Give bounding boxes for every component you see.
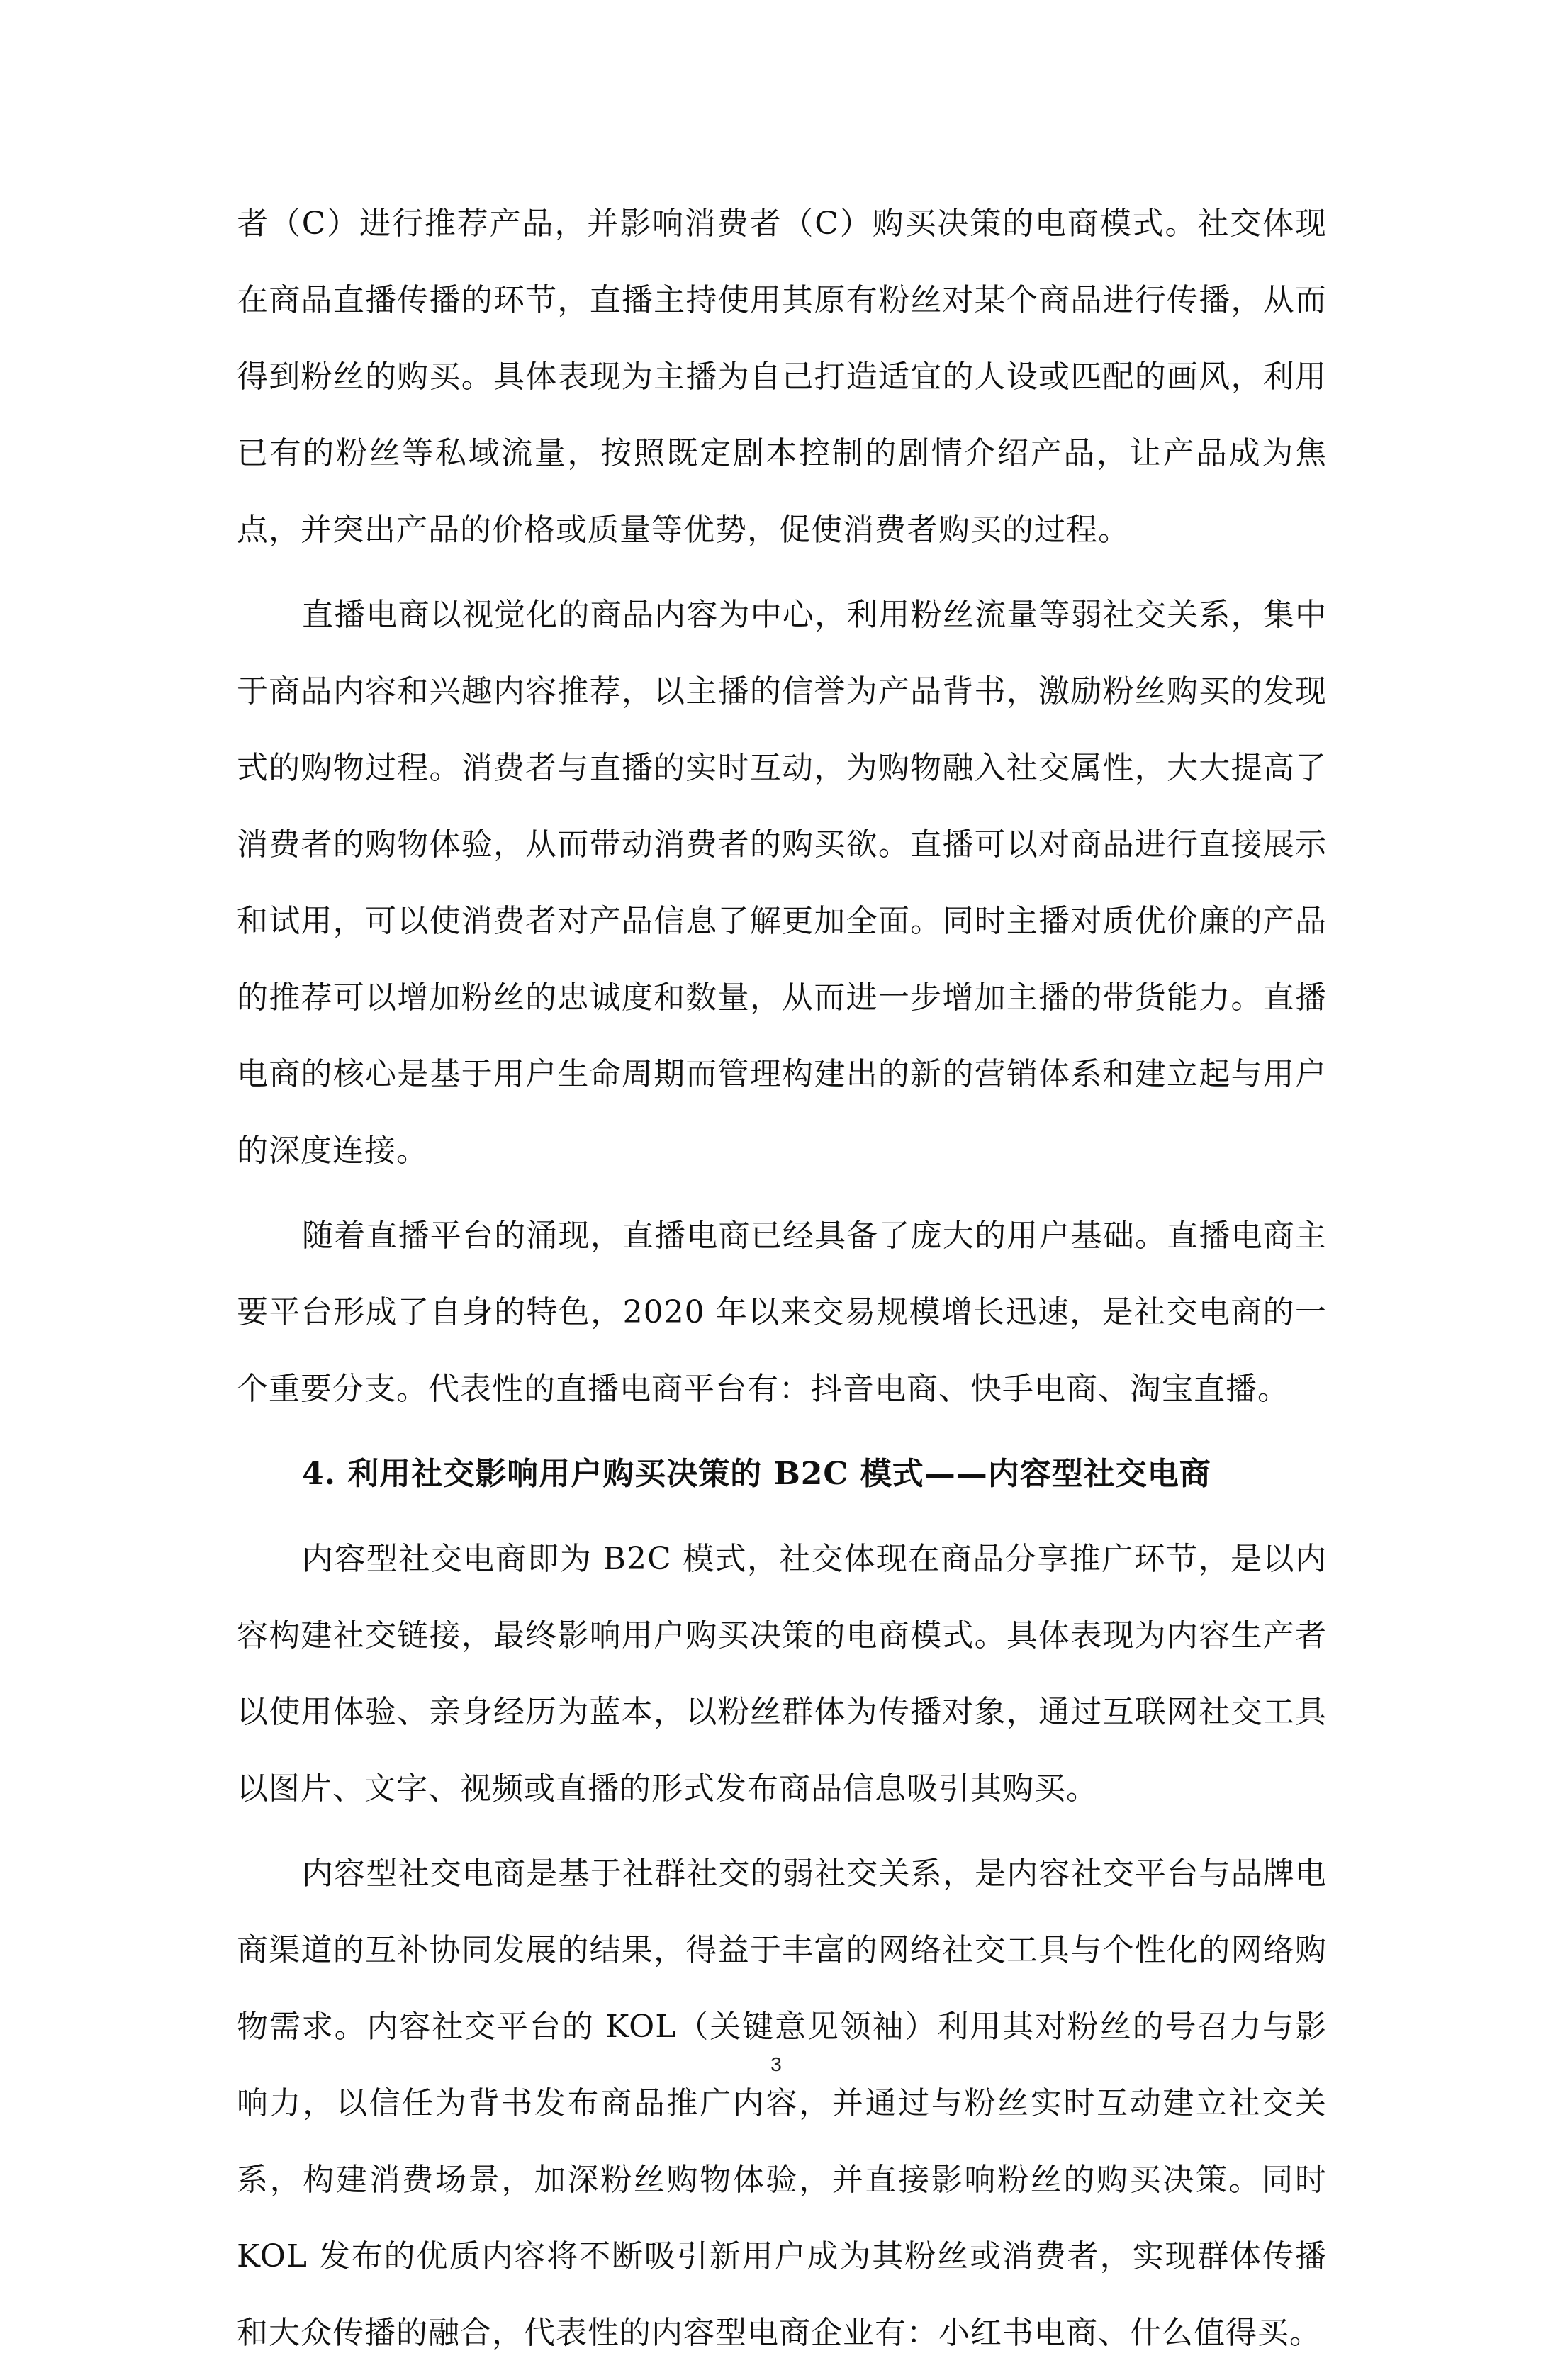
paragraph-live-commerce-intro: 者（C）进行推荐产品，并影响消费者（C）购买决策的电商模式。社交体现在商品直播传播的环节，直播主持使用其原有粉丝对某个商品进行传播，从而得到粉丝的购买。具体表现为主播为自己打造适宜的人设或匹配的画风，利用已有的粉丝等私域流量，按照既定剧本控制的剧情介绍产品，让产品成为焦点，并突出产品的价格或质量等优势，促使消费者购买的过程。 (237, 206, 1327, 548)
paragraph-live-commerce-platforms: 随着直播平台的涌现，直播电商已经具备了庞大的用户基础。直播电商主要平台形成了自身的特色，2020 年以来交易规模增长迅速，是社交电商的一个重要分支。代表性的直播电商平台有：抖音电商、快手电商、淘宝直播。 (237, 1218, 1327, 1407)
section-heading: 4. 利用社交影响用户购买决策的 B2C 模式——内容型社交电商 (302, 1456, 1211, 1492)
page-number: 3 (770, 2053, 782, 2075)
paragraph-live-commerce-features: 直播电商以视觉化的商品内容为中心，利用粉丝流量等弱社交关系，集中于商品内容和兴趣内容推荐，以主播的信誉为产品背书，激励粉丝购买的发现式的购物过程。消费者与直播的实时互动，为购物融入社交属性，大大提高了消费者的购物体验，从而带动消费者的购买欲。直播可以对商品进行直接展示和试用，可以使消费者对产品信息了解更加全面。同时主播对质优价廉的产品的推荐可以增加粉丝的忠诚度和数量，从而进一步增加主播的带货能力。直播电商的核心是基于用户生命周期而管理构建出的新的营销体系和建立起与用户的深度连接。 (237, 597, 1327, 1169)
paragraph-content-commerce-definition: 内容型社交电商即为 B2C 模式，社交体现在商品分享推广环节，是以内容构建社交链接，最终影响用户购买决策的电商模式。具体表现为内容生产者以使用体验、亲身经历为蓝本，以粉丝群体为传播对象，通过互联网社交工具以图片、文字、视频或直播的形式发布商品信息吸引其购买。 (237, 1541, 1327, 1807)
paragraph-content-commerce-details: 内容型社交电商是基于社群社交的弱社交关系，是内容社交平台与品牌电商渠道的互补协同发展的结果，得益于丰富的网络社交工具与个性化的网络购物需求。内容社交平台的 KOL（关键意见领袖）利用其对粉丝的号召力与影响力，以信任为背书发布商品推广内容，并通过与粉丝实时互动建立社交关系，构建消费场景，加深粉丝购物体验，并直接影响粉丝的购买决策。同时 KOL 发布的优质内容将不断吸引新用户成为其粉丝或消费者，实现群体传播和大众传播的融合，代表性的内容型电商企业有：小红书电商、什么值得买。 (237, 1856, 1327, 2351)
